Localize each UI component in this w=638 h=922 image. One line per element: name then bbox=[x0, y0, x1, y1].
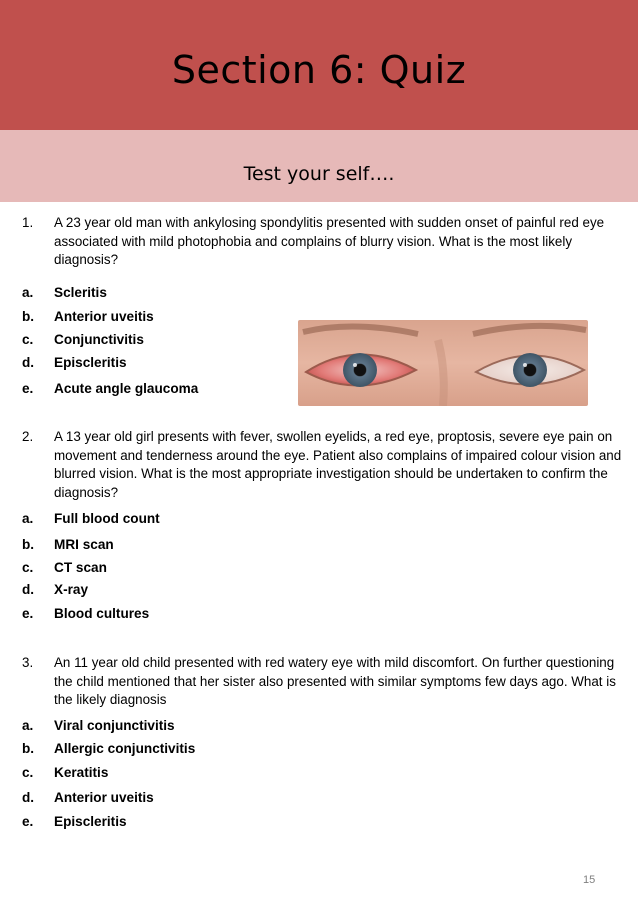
option-3b[interactable] bbox=[22, 741, 195, 756]
option-3e[interactable] bbox=[22, 814, 127, 829]
option-text: Blood cultures bbox=[54, 606, 150, 621]
option-1c[interactable] bbox=[22, 332, 144, 347]
option-letter: c. bbox=[22, 765, 34, 780]
option-letter: c. bbox=[22, 560, 34, 575]
option-3d[interactable] bbox=[22, 790, 154, 805]
option-letter: c. bbox=[22, 332, 34, 347]
option-text: Anterior uveitis bbox=[54, 309, 154, 324]
question-number: 1. bbox=[22, 215, 34, 230]
option-text: CT scan bbox=[54, 560, 107, 575]
option-2a[interactable] bbox=[22, 511, 160, 526]
option-3a[interactable] bbox=[22, 718, 175, 733]
option-text: Scleritis bbox=[54, 285, 107, 300]
option-text: Conjunctivitis bbox=[54, 332, 144, 347]
question-3 bbox=[0, 654, 638, 710]
question-number: 2. bbox=[22, 429, 34, 444]
option-letter: a. bbox=[22, 511, 34, 526]
red-eye-photo-icon bbox=[298, 320, 588, 406]
page-title: Section 6: Quiz bbox=[171, 48, 467, 92]
option-letter: b. bbox=[22, 741, 35, 756]
page-subtitle: Test your self…. bbox=[243, 163, 395, 185]
option-2c[interactable] bbox=[22, 560, 107, 575]
option-text: Episcleritis bbox=[54, 355, 127, 370]
option-text: Full blood count bbox=[54, 511, 160, 526]
option-text: Acute angle glaucoma bbox=[54, 381, 199, 396]
question-number: 3. bbox=[22, 655, 34, 670]
option-text: Allergic conjunctivitis bbox=[54, 741, 196, 756]
option-2e[interactable] bbox=[22, 606, 149, 621]
option-1e[interactable] bbox=[22, 381, 198, 396]
option-letter: d. bbox=[22, 355, 35, 370]
option-2b[interactable] bbox=[22, 537, 114, 552]
option-text: Viral conjunctivitis bbox=[54, 718, 175, 733]
option-text: Keratitis bbox=[54, 765, 109, 780]
option-letter: d. bbox=[22, 790, 35, 805]
page-number: 15 bbox=[583, 874, 596, 886]
subtitle-band bbox=[0, 130, 638, 202]
option-letter: a. bbox=[22, 718, 34, 733]
option-letter: a. bbox=[22, 285, 34, 300]
red-eye-photo bbox=[298, 320, 588, 406]
option-letter: b. bbox=[22, 537, 35, 552]
question-2 bbox=[0, 428, 638, 502]
option-letter: d. bbox=[22, 582, 35, 597]
question-1 bbox=[0, 214, 638, 270]
option-2d[interactable] bbox=[22, 582, 88, 597]
option-text: MRI scan bbox=[54, 537, 114, 552]
option-text: Episcleritis bbox=[54, 814, 127, 829]
option-letter: e. bbox=[22, 814, 34, 829]
option-1a[interactable] bbox=[22, 285, 107, 300]
option-1b[interactable] bbox=[22, 309, 154, 324]
option-text: X-ray bbox=[54, 582, 89, 597]
option-letter: e. bbox=[22, 381, 34, 396]
question-text: A 13 year old girl presents with fever, swollen eyelids, a red eye, proptosis, severe eye pain on movement and tenderness around the eye. Patient also complains of impaired colour vision and blurred vision. What is the most appropriate investigation should be undertaken to confirm the diagnosis? bbox=[54, 429, 622, 500]
section-header bbox=[0, 0, 638, 130]
option-text: Anterior uveitis bbox=[54, 790, 154, 805]
question-text: An 11 year old child presented with red watery eye with mild discomfort. On further questioning the child mentioned that her sister also presented with similar symptoms few days ago. What is the likely diagnosis bbox=[54, 655, 616, 707]
option-letter: e. bbox=[22, 606, 34, 621]
question-text: A 23 year old man with ankylosing spondylitis presented with sudden onset of painful red eye associated with mild photophobia and complains of blurry vision. What is the most likely diagnosis? bbox=[54, 215, 605, 267]
option-letter: b. bbox=[22, 309, 35, 324]
option-1d[interactable] bbox=[22, 355, 127, 370]
option-3c[interactable] bbox=[22, 765, 108, 780]
